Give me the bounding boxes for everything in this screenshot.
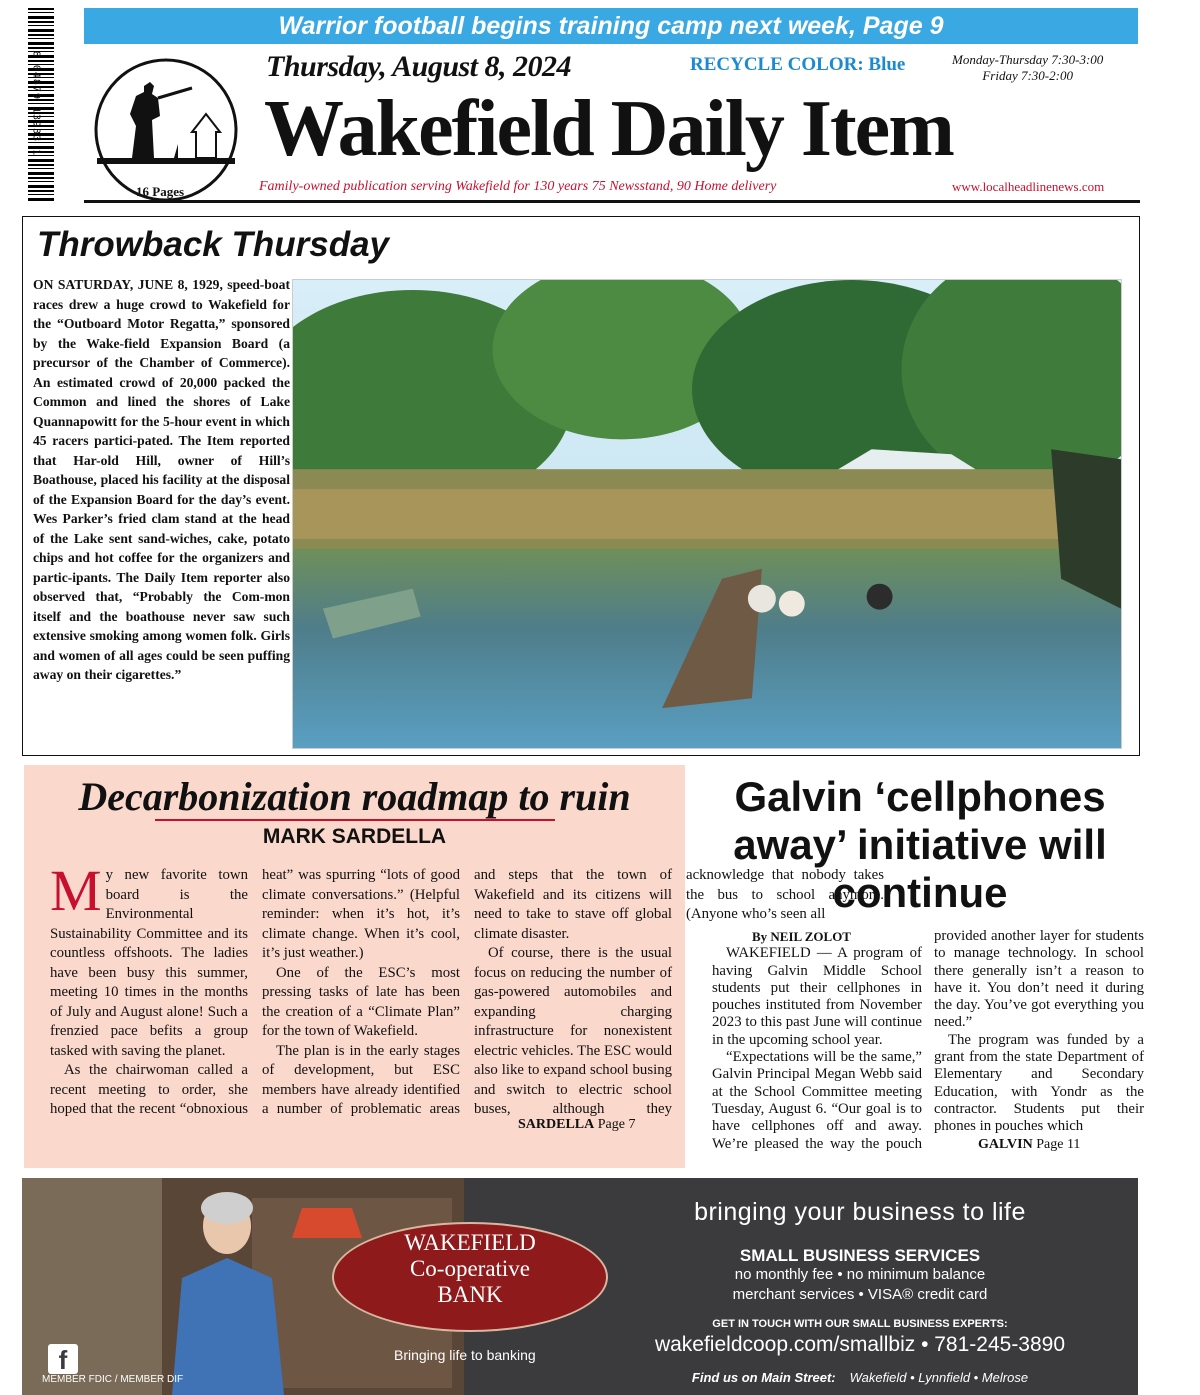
sardella-paragraph: Of course, there is the usual focus on reducing the number of gas-powered automobiles and expanding charging infrastructure for nonexistent electric vehicles. The ESC would also like to expand school busing and switch to electric school buses, although they acknowledge that nobody takes the bus to school anymore. (Anyone who’s seen all bbox=[474, 867, 884, 1117]
bank-name-line: BANK bbox=[437, 1282, 503, 1307]
issue-date: Thursday, August 8, 2024 bbox=[266, 50, 572, 83]
minuteman-logo bbox=[92, 56, 240, 204]
sardella-paragraph: The plan is in the early stages of development, but ESC members have already identified a number of problematic areas and steps that the town of Wakefield and its citizens will need to take to stave off global climate disaster. bbox=[262, 867, 672, 1117]
contact-link[interactable]: wakefieldcoop.com/smallbiz • 781-245-3890 bbox=[654, 1333, 1066, 1356]
bank-logo[interactable] bbox=[332, 1222, 608, 1332]
contact-label: GET IN TOUCH WITH OUR SMALL BUSINESS EXPERTS: bbox=[712, 1318, 1008, 1330]
galvin-headline[interactable]: Galvin ‘cellphones away’ initiative will continue bbox=[733, 773, 1107, 916]
barcode bbox=[22, 8, 62, 203]
galvin-byline: By NEIL ZOLOT bbox=[752, 929, 851, 944]
bank-slogan: Bringing life to banking bbox=[394, 1347, 536, 1363]
website-link[interactable]: www.localheadlinenews.com bbox=[952, 179, 1105, 194]
regatta-photo bbox=[292, 279, 1122, 749]
bank-name-line: WAKEFIELD bbox=[404, 1230, 536, 1255]
hours-weekday: Monday-Thursday 7:30-3:00 bbox=[952, 52, 1104, 67]
galvin-jump[interactable]: GALVIN Page 11 bbox=[978, 1137, 1081, 1152]
ad-headline: bringing your business to life bbox=[694, 1198, 1026, 1226]
sardella-paragraph: My new favorite town board is the Environmental Sustainability Committee and its countless offshoots. The ladies have been busy this summer, meeting 10 times in the months of July and August alone! Such a frenzied pace befits a group tasked with saving the planet. bbox=[50, 858, 248, 1059]
headline-rule bbox=[155, 819, 555, 821]
galvin-article bbox=[700, 765, 1144, 1165]
hours-friday: Friday 7:30-2:00 bbox=[982, 68, 1073, 83]
tagline: Family-owned publication serving Wakefield for 130 years 75 Newsstand, 90 Home delivery bbox=[259, 179, 777, 194]
ad-copy bbox=[582, 1178, 1138, 1395]
throwback-heading: Throwback Thursday bbox=[37, 225, 390, 264]
galvin-paragraph: WAKEFIELD — A program of having Galvin Middle School students put their cellphones in pouches instituted from November 2023 to this past June will continue in the upcoming school year. bbox=[712, 945, 922, 1048]
galvin-body bbox=[712, 928, 1144, 1160]
office-hours bbox=[952, 52, 1103, 84]
recycle-color: RECYCLE COLOR: Blue bbox=[690, 54, 906, 75]
service-line: no monthly fee • no minimum balance bbox=[734, 1266, 986, 1283]
sardella-paragraph: One of the ESC’s most pressing tasks of late has been the creation of a “Climate Plan” for the town of Wakefield. bbox=[262, 964, 460, 1039]
member-fdic: MEMBER FDIC / MEMBER DIF bbox=[42, 1374, 184, 1385]
sardella-paragraph: As the chairwoman called a recent meeting to order, she hoped that the recent “obnoxious heat” was spurring “lots of good climate conversations.” (Helpful reminder: when it’s hot, it’s climate change. When it’s cool, it’s just weather.) bbox=[50, 867, 460, 1117]
facebook-icon[interactable]: f bbox=[48, 1344, 78, 1374]
service-title: SMALL BUSINESS SERVICES bbox=[739, 1246, 981, 1265]
top-banner[interactable]: Warrior football begins training camp next week, Page 9 bbox=[84, 8, 1138, 44]
sardella-jump[interactable]: SARDELLA Page 7 bbox=[518, 1117, 636, 1132]
locations: Find us on Main Street: Wakefield • Lynnfield • Melrose bbox=[691, 1370, 1029, 1385]
barcode-number: 8 04879 13933 1 bbox=[30, 50, 42, 157]
bank-name-line: Co-operative bbox=[409, 1256, 531, 1281]
service-line: merchant services • VISA® credit card bbox=[732, 1286, 988, 1303]
galvin-paragraph: The program was funded by a grant from the state Department of Elementary and Secondary Education, with Yondr as the contractor. Students put their phones in pouches which bbox=[934, 1031, 1144, 1135]
page-count: 16 Pages bbox=[136, 184, 185, 199]
bank-advertisement[interactable] bbox=[22, 1178, 1138, 1395]
sardella-headline[interactable]: Decarbonization roadmap to ruin bbox=[78, 774, 631, 819]
drop-cap: M bbox=[50, 858, 102, 923]
newspaper-title: Wakefield Daily Item bbox=[264, 85, 953, 173]
throwback-text: ON SATURDAY, JUNE 8, 1929, speed-boat races drew a huge crowd to Wakefield for the “Outboard Motor Regatta,” sponsored by the Wake-field Expansion Board (a precursor of the Chamber of Commerce). An estimated crowd of 20,000 packed the Common and lined the shores of Lake Quannapowitt for the 5-hour event in which 45 racers partici-pated. The Item reported that Har-old Hill, owner of Hill’s Boathouse, placed his facility at the disposal of the Expansion Board for the day’s event. Wes Parker’s fried clam stand at the head of the Lake sent sand-wiches, cake, potato chips and hot coffee for the organizers and partic-ipants. The Daily Item reporter also observed that, “Probably the Com-mon itself and the boathouse never saw such extensive smoking among women folk. Girls and women of all ages could be seen puffing away on their cigarettes.” bbox=[33, 277, 290, 682]
galvin-paragraph: “Expectations will be the same,” Galvin Principal Megan Webb said at the School Committee meeting Tuesday, August 6. “Our goal is to have cellphones off and away. We’re pleased the way the pouch provided another layer for students to manage technology. In school there generally isn’t a reason to have it. You don’t need it during the day. You’ve got everything you need.” bbox=[712, 928, 1144, 1152]
sardella-byline: MARK SARDELLA bbox=[262, 825, 447, 848]
masthead-rule bbox=[84, 200, 1140, 203]
throwback-section bbox=[22, 216, 1140, 756]
